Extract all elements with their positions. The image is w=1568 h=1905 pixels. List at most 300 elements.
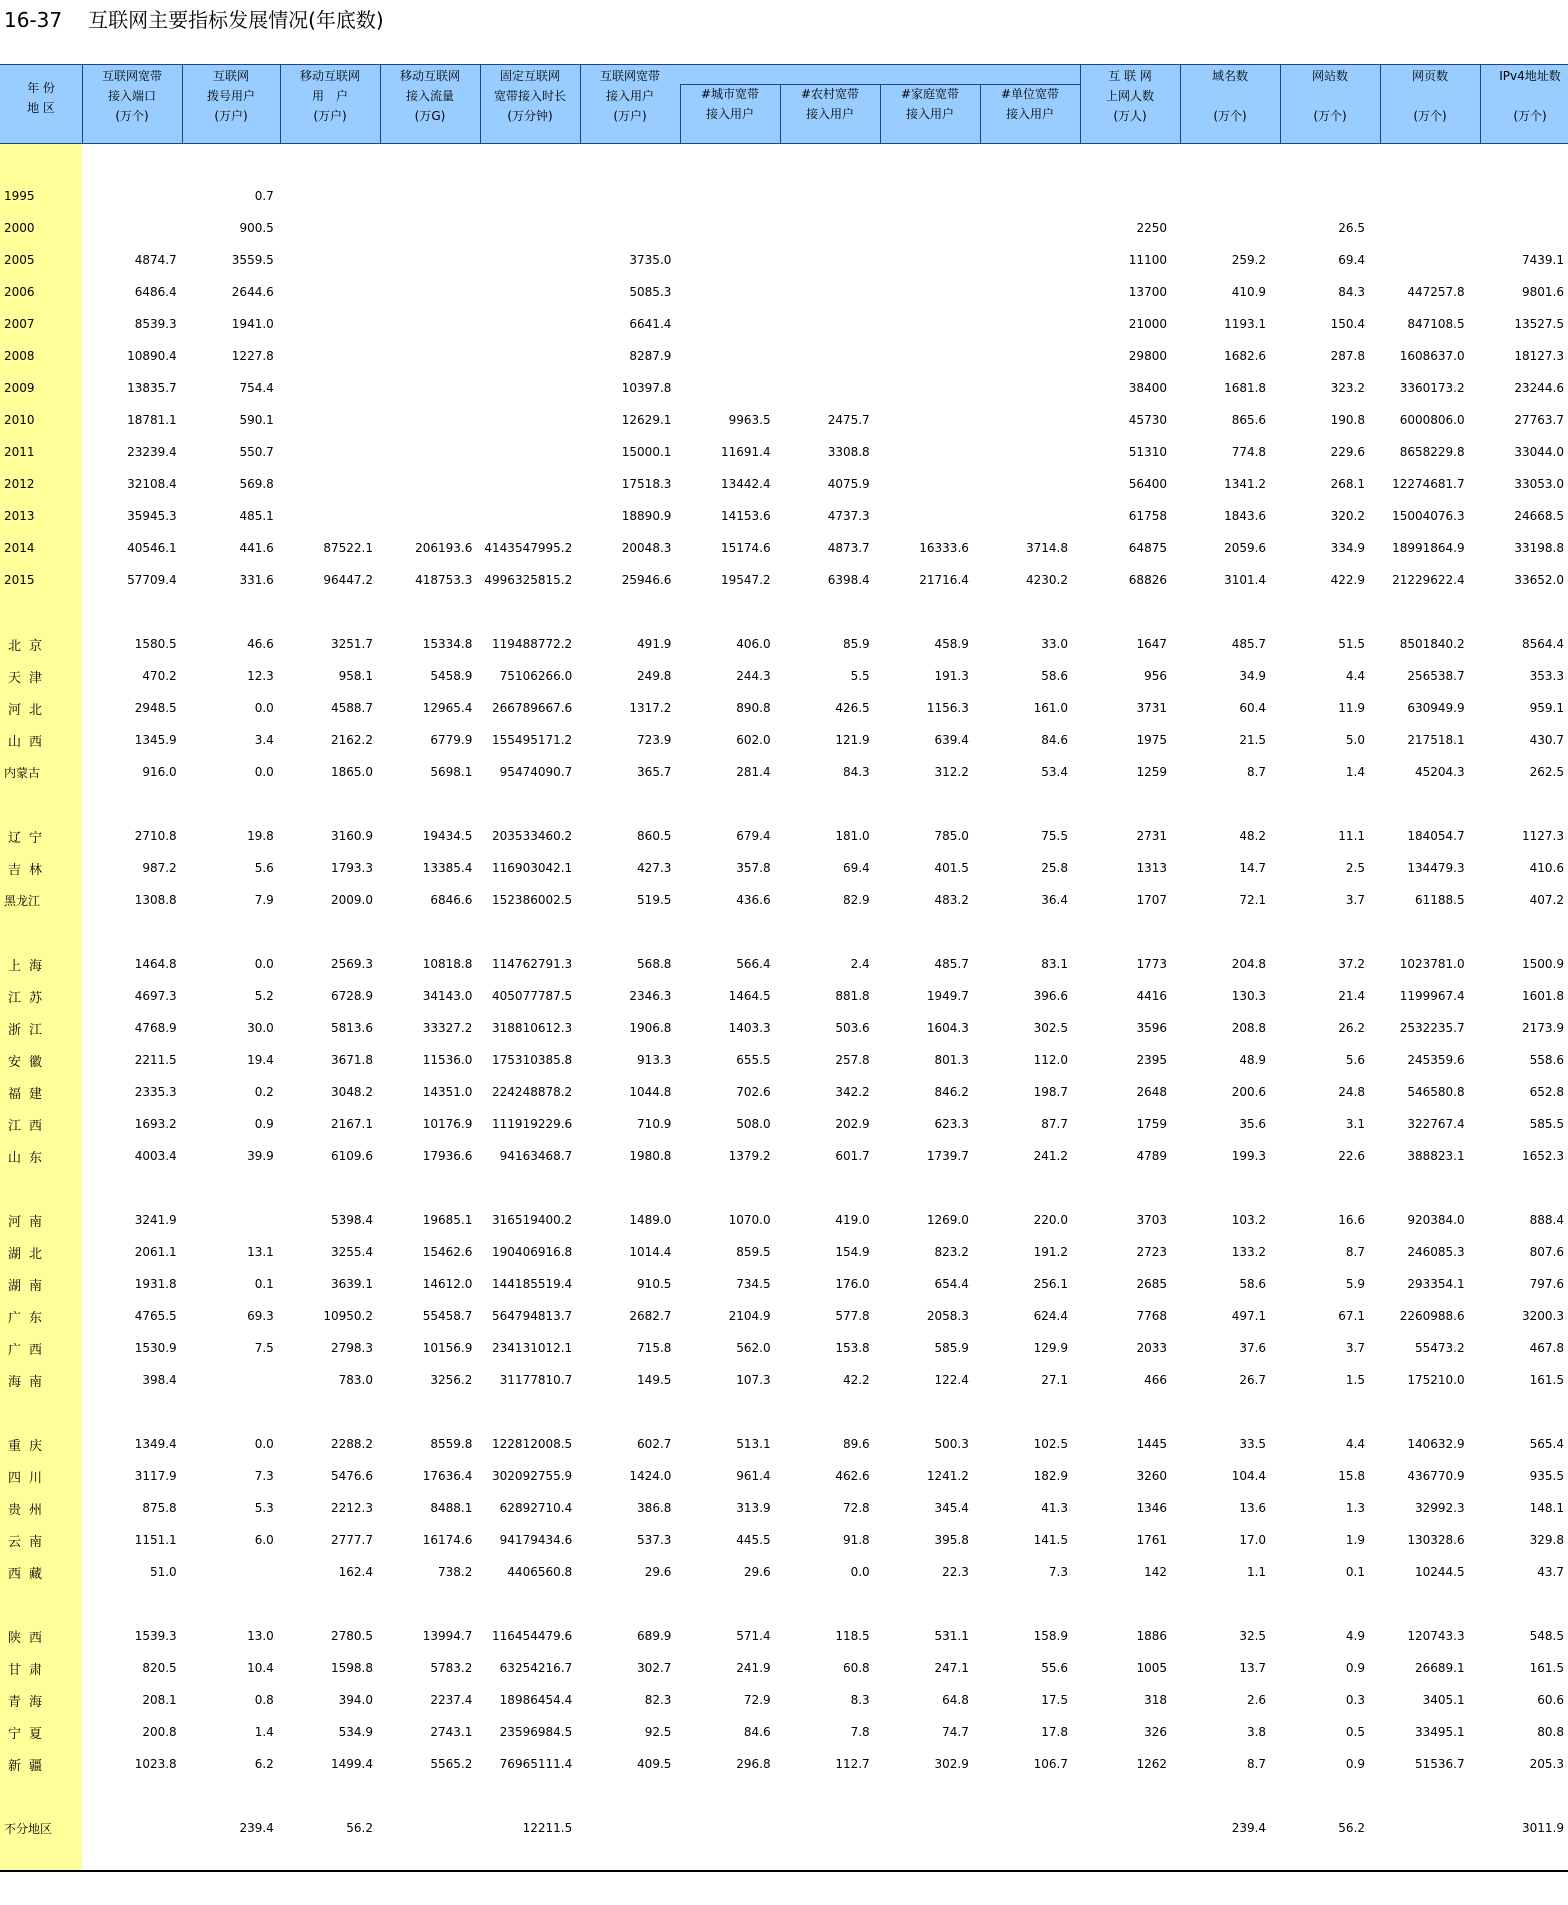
table-cell: 3731 xyxy=(1136,701,1167,715)
header-column: #家庭宽带 接入用户 xyxy=(900,87,960,121)
table-cell: 4143547995.2 xyxy=(484,541,573,555)
table-cell: 4003.4 xyxy=(134,1149,177,1163)
table-row xyxy=(0,1140,1568,1172)
table-cell: 3.8 xyxy=(1246,1725,1267,1739)
table-cell: 318810612.3 xyxy=(492,1021,573,1035)
table-cell: 33198.8 xyxy=(1514,541,1564,555)
row-label: 2008 xyxy=(4,349,35,363)
table-cell: 33327.2 xyxy=(422,1021,473,1035)
table-cell: 3559.5 xyxy=(231,253,274,267)
table-cell: 406.0 xyxy=(736,637,771,651)
table-cell: 96447.2 xyxy=(323,573,373,587)
table-cell: 87522.1 xyxy=(323,541,373,555)
table-cell: 2009.0 xyxy=(331,893,373,907)
table-title-text: 互联网主要指标发展情况(年底数) xyxy=(88,8,384,32)
table-cell: 1530.9 xyxy=(134,1341,177,1355)
table-cell: 859.5 xyxy=(736,1245,771,1259)
table-cell: 161.0 xyxy=(1033,701,1068,715)
table-cell: 723.9 xyxy=(637,733,672,747)
table-cell: 1269.0 xyxy=(926,1213,969,1227)
table-cell: 61758 xyxy=(1128,509,1167,523)
table-cell: 17636.4 xyxy=(422,1469,473,1483)
table-cell: 13.1 xyxy=(247,1245,274,1259)
table-cell: 334.9 xyxy=(1330,541,1366,555)
table-cell: 485.1 xyxy=(239,509,274,523)
table-cell: 120743.3 xyxy=(1407,1629,1465,1643)
table-cell: 0.1 xyxy=(254,1277,274,1291)
table-cell: 56400 xyxy=(1128,477,1167,491)
table-cell: 1005 xyxy=(1136,1661,1167,1675)
table-cell: 144185519.4 xyxy=(492,1277,573,1291)
table-cell: 916.0 xyxy=(142,765,177,779)
table-cell: 3117.9 xyxy=(134,1469,177,1483)
table-cell: 133.2 xyxy=(1231,1245,1267,1259)
row-label: 广东 xyxy=(8,1310,51,1326)
table-cell: 503.6 xyxy=(835,1021,870,1035)
table-cell: 2685 xyxy=(1136,1277,1167,1291)
table-cell: 51.5 xyxy=(1338,637,1366,651)
table-cell: 296.8 xyxy=(736,1757,771,1771)
table-cell xyxy=(675,180,774,212)
table-cell: 55473.2 xyxy=(1414,1341,1465,1355)
table-cell xyxy=(1072,180,1171,212)
table-cell: 57709.4 xyxy=(127,573,177,587)
table-cell: 224248878.2 xyxy=(492,1085,573,1099)
row-label: 河北 xyxy=(8,702,51,718)
table-cell: 75.5 xyxy=(1041,829,1068,843)
table-cell: 12965.4 xyxy=(422,701,473,715)
table-cell xyxy=(377,276,476,308)
table-cell: 21000 xyxy=(1128,317,1167,331)
table-cell: 564794813.7 xyxy=(492,1309,573,1323)
table-cell: 602.0 xyxy=(736,733,771,747)
table-cell: 107.3 xyxy=(736,1373,771,1387)
table-cell: 249.8 xyxy=(637,669,672,683)
table-cell xyxy=(181,1556,278,1588)
table-cell: 7.3 xyxy=(1048,1565,1068,1579)
header-column: #城市宽带 接入用户 xyxy=(700,87,760,121)
table-cell xyxy=(476,180,576,212)
table-cell xyxy=(675,276,774,308)
table-cell: 6486.4 xyxy=(134,285,177,299)
table-cell: 29800 xyxy=(1128,349,1167,363)
table-cell: 302.5 xyxy=(1033,1021,1068,1035)
table-cell xyxy=(973,180,1072,212)
table-cell xyxy=(576,180,675,212)
table-cell: 738.2 xyxy=(437,1565,473,1579)
table-cell: 42.2 xyxy=(842,1373,870,1387)
table-cell: 33.5 xyxy=(1239,1437,1267,1451)
table-cell: 3200.3 xyxy=(1522,1309,1564,1323)
table-cell: 508.0 xyxy=(736,1117,771,1131)
table-cell xyxy=(476,340,576,372)
row-label: 2007 xyxy=(4,317,35,331)
table-cell: 0.1 xyxy=(1345,1565,1366,1579)
table-cell: 10950.2 xyxy=(323,1309,373,1323)
row-label: 浙江 xyxy=(8,1022,51,1038)
table-cell: 51310 xyxy=(1128,445,1167,459)
table-cell: 566.4 xyxy=(736,957,771,971)
row-label: 宁夏 xyxy=(8,1726,51,1742)
table-cell: 94163468.7 xyxy=(499,1149,573,1163)
table-cell: 84.3 xyxy=(1338,285,1366,299)
table-cell xyxy=(377,340,476,372)
table-cell xyxy=(278,436,377,468)
table-cell xyxy=(181,1204,278,1236)
table-row xyxy=(0,852,1568,884)
table-cell: 329.8 xyxy=(1529,1533,1564,1547)
table-row xyxy=(0,1236,1568,1268)
table-cell: 22.3 xyxy=(942,1565,969,1579)
table-cell: 4765.5 xyxy=(134,1309,177,1323)
table-cell: 4.4 xyxy=(1345,1437,1366,1451)
table-cell: 558.6 xyxy=(1529,1053,1564,1067)
table-cell: 2033 xyxy=(1136,1341,1167,1355)
table-cell: 152386002.5 xyxy=(492,893,573,907)
row-label: 2014 xyxy=(4,541,35,555)
table-cell: 204.8 xyxy=(1231,957,1267,971)
header-border xyxy=(0,143,1568,144)
table-cell: 11691.4 xyxy=(720,445,771,459)
table-row xyxy=(0,1684,1568,1716)
table-cell: 11.9 xyxy=(1338,701,1366,715)
table-cell: 8501840.2 xyxy=(1399,637,1465,651)
table-cell: 208.8 xyxy=(1231,1021,1267,1035)
table-cell xyxy=(1270,180,1369,212)
table-cell: 320.2 xyxy=(1330,509,1366,523)
table-cell: 176.0 xyxy=(835,1277,870,1291)
table-cell: 103.2 xyxy=(1231,1213,1267,1227)
table-cell xyxy=(874,308,973,340)
table-cell: 6000806.0 xyxy=(1399,413,1465,427)
header-column: 移动互联网 用 户 (万户) xyxy=(299,69,360,123)
table-cell xyxy=(278,340,377,372)
table-cell: 4588.7 xyxy=(331,701,373,715)
table-cell: 1044.8 xyxy=(629,1085,672,1099)
table-cell: 4.9 xyxy=(1345,1629,1366,1643)
table-cell: 679.4 xyxy=(736,829,771,843)
table-cell: 1.5 xyxy=(1345,1373,1366,1387)
table-cell: 10.4 xyxy=(247,1661,274,1675)
table-cell: 118.5 xyxy=(835,1629,870,1643)
table-cell: 11536.0 xyxy=(422,1053,473,1067)
table-cell: 1843.6 xyxy=(1224,509,1267,523)
table-cell: 241.9 xyxy=(736,1661,771,1675)
table-row xyxy=(0,244,1568,276)
table-cell: 1580.5 xyxy=(134,637,177,651)
table-cell: 102.5 xyxy=(1033,1437,1068,1451)
row-label: 天津 xyxy=(8,670,51,686)
table-cell: 55.6 xyxy=(1041,1661,1068,1675)
spacer-cell xyxy=(0,1588,1568,1620)
table-cell xyxy=(973,244,1072,276)
table-row-spacer xyxy=(0,1172,1568,1204)
table-cell xyxy=(973,340,1072,372)
table-cell xyxy=(476,468,576,500)
table-cell: 3308.8 xyxy=(827,445,870,459)
table-cell: 398.4 xyxy=(142,1373,177,1387)
table-cell: 537.3 xyxy=(637,1533,672,1547)
header-column: 移动互联网 接入流量 (万G) xyxy=(399,69,460,123)
table-cell: 754.4 xyxy=(239,381,274,395)
table-cell: 29.6 xyxy=(644,1565,672,1579)
table-cell: 15000.1 xyxy=(621,445,672,459)
table-cell: 959.1 xyxy=(1529,701,1564,715)
table-row xyxy=(0,820,1568,852)
table-cell: 26.2 xyxy=(1338,1021,1366,1035)
table-cell: 568.8 xyxy=(637,957,672,971)
table-cell xyxy=(1369,180,1469,212)
table-cell: 3639.1 xyxy=(331,1277,373,1291)
table-cell: 30.0 xyxy=(247,1021,274,1035)
table-cell: 1793.3 xyxy=(331,861,373,875)
table-cell: 2.4 xyxy=(850,957,870,971)
table-cell: 0.9 xyxy=(1345,1661,1366,1675)
table-cell: 0.0 xyxy=(850,1565,870,1579)
table-row xyxy=(0,1204,1568,1236)
table-cell: 513.1 xyxy=(736,1437,771,1451)
table-cell: 84.3 xyxy=(842,765,870,779)
table-cell: 2777.7 xyxy=(331,1533,373,1547)
table-cell xyxy=(775,276,874,308)
header-column: 域名数 (万个) xyxy=(1211,69,1248,123)
table-row xyxy=(0,1044,1568,1076)
header-divider xyxy=(182,64,183,144)
table-cell: 783.0 xyxy=(338,1373,373,1387)
header-row-label: 年 份 地 区 xyxy=(27,81,55,115)
table-cell: 87.7 xyxy=(1041,1117,1068,1131)
table-cell xyxy=(874,372,973,404)
table-row xyxy=(0,276,1568,308)
table-cell xyxy=(181,1364,278,1396)
table-cell: 23239.4 xyxy=(127,445,177,459)
table-cell: 418753.3 xyxy=(415,573,473,587)
table-cell: 2162.2 xyxy=(331,733,373,747)
table-cell: 602.7 xyxy=(637,1437,672,1451)
table-cell: 12274681.7 xyxy=(1392,477,1465,491)
table-row xyxy=(0,404,1568,436)
row-label: 贵州 xyxy=(8,1502,51,1518)
table-cell: 326 xyxy=(1144,1725,1167,1739)
table-cell: 1227.8 xyxy=(231,349,274,363)
table-cell: 624.4 xyxy=(1033,1309,1068,1323)
table-cell: 48.9 xyxy=(1239,1053,1267,1067)
header-column: 互联网 拨号用户 (万户) xyxy=(206,69,255,123)
table-cell: 5085.3 xyxy=(629,285,672,299)
table-cell: 8564.4 xyxy=(1522,637,1564,651)
table-cell: 601.7 xyxy=(835,1149,870,1163)
table-cell xyxy=(476,372,576,404)
row-label: 广西 xyxy=(8,1342,51,1358)
table-cell: 200.6 xyxy=(1231,1085,1267,1099)
table-cell: 36.4 xyxy=(1041,893,1068,907)
table-cell: 470.2 xyxy=(142,669,177,683)
table-cell: 0.5 xyxy=(1345,1725,1366,1739)
table-cell: 5.3 xyxy=(254,1501,274,1515)
table-cell: 585.9 xyxy=(934,1341,969,1355)
table-cell: 175310385.8 xyxy=(492,1053,573,1067)
table-cell: 4075.9 xyxy=(827,477,870,491)
table-cell: 25946.6 xyxy=(621,573,672,587)
table-cell: 48.2 xyxy=(1239,829,1267,843)
table-cell: 1424.0 xyxy=(629,1469,672,1483)
table-cell: 208.1 xyxy=(142,1693,177,1707)
table-header xyxy=(0,64,1568,144)
table-cell: 5.9 xyxy=(1345,1277,1366,1291)
table-cell: 419.0 xyxy=(835,1213,870,1227)
table-cell: 2335.3 xyxy=(134,1085,177,1099)
table-cell: 2237.4 xyxy=(430,1693,473,1707)
table-cell: 190406916.8 xyxy=(492,1245,573,1259)
table-row xyxy=(0,1524,1568,1556)
table-cell: 287.8 xyxy=(1330,349,1366,363)
row-label: 西藏 xyxy=(8,1566,51,1582)
table-row xyxy=(0,1620,1568,1652)
table-cell: 27763.7 xyxy=(1514,413,1564,427)
table-cell: 5398.4 xyxy=(331,1213,373,1227)
table-cell: 122812008.5 xyxy=(492,1437,573,1451)
table-cell: 462.6 xyxy=(835,1469,870,1483)
table-cell: 1707 xyxy=(1136,893,1167,907)
table-cell: 206193.6 xyxy=(415,541,473,555)
table-cell: 2948.5 xyxy=(134,701,177,715)
table-cell xyxy=(973,308,1072,340)
table-cell: 3714.8 xyxy=(1025,541,1068,555)
table-row-spacer xyxy=(0,1396,1568,1428)
table-cell: 13442.4 xyxy=(720,477,771,491)
table-cell: 244.3 xyxy=(736,669,771,683)
table-cell: 182.9 xyxy=(1033,1469,1068,1483)
table-cell: 19547.2 xyxy=(720,573,771,587)
table-cell xyxy=(377,372,476,404)
table-cell: 19.8 xyxy=(247,829,274,843)
table-cell: 45730 xyxy=(1128,413,1167,427)
table-cell: 158.9 xyxy=(1033,1629,1068,1643)
table-cell: 82.9 xyxy=(842,893,870,907)
table-cell: 5.5 xyxy=(850,669,870,683)
table-cell xyxy=(278,244,377,276)
table-cell: 84.6 xyxy=(743,1725,771,1739)
table-cell: 76965111.4 xyxy=(499,1757,573,1771)
table-cell: 6779.9 xyxy=(430,733,473,747)
table-cell: 17.8 xyxy=(1041,1725,1068,1739)
table-cell: 0.0 xyxy=(254,957,274,971)
table-cell: 913.3 xyxy=(637,1053,672,1067)
table-cell: 16.6 xyxy=(1338,1213,1366,1227)
table-cell: 1500.9 xyxy=(1522,957,1564,971)
table-cell: 5565.2 xyxy=(430,1757,473,1771)
table-cell: 5813.6 xyxy=(331,1021,373,1035)
table-cell: 116903042.1 xyxy=(492,861,573,875)
table-cell: 7.5 xyxy=(254,1341,274,1355)
table-cell: 823.2 xyxy=(934,1245,969,1259)
table-cell: 5.6 xyxy=(1345,1053,1366,1067)
table-cell: 5783.2 xyxy=(430,1661,473,1675)
table-row-spacer xyxy=(0,916,1568,948)
table-cell xyxy=(377,436,476,468)
table-cell: 2532235.7 xyxy=(1399,1021,1465,1035)
table-row xyxy=(0,500,1568,532)
table-cell: 466 xyxy=(1144,1373,1167,1387)
table-cell xyxy=(1171,180,1270,212)
table-cell: 25.8 xyxy=(1041,861,1068,875)
table-cell: 45204.3 xyxy=(1414,765,1465,779)
table-cell: 15334.8 xyxy=(422,637,473,651)
table-cell: 80.8 xyxy=(1537,1725,1564,1739)
table-cell: 46.6 xyxy=(247,637,274,651)
table-cell: 1886 xyxy=(1136,1629,1167,1643)
table-cell: 10244.5 xyxy=(1414,1565,1465,1579)
table-cell: 262.5 xyxy=(1529,765,1564,779)
table-cell: 29.6 xyxy=(743,1565,771,1579)
table-bottom-rule xyxy=(0,1870,1568,1872)
table-cell: 229.6 xyxy=(1330,445,1366,459)
table-row xyxy=(0,468,1568,500)
table-cell: 1023.8 xyxy=(134,1757,177,1771)
table-cell: 55458.7 xyxy=(422,1309,473,1323)
table-cell: 11100 xyxy=(1128,253,1167,267)
table-cell: 200.8 xyxy=(142,1725,177,1739)
table-cell: 467.8 xyxy=(1529,1341,1564,1355)
table-cell: 1403.3 xyxy=(728,1021,771,1035)
table-cell xyxy=(1072,1812,1171,1844)
table-row xyxy=(0,1652,1568,1684)
table-cell: 64.8 xyxy=(942,1693,969,1707)
table-cell: 846.2 xyxy=(934,1085,969,1099)
table-cell: 1445 xyxy=(1136,1437,1167,1451)
table-cell: 436770.9 xyxy=(1407,1469,1465,1483)
table-cell xyxy=(476,244,576,276)
table-row xyxy=(0,724,1568,756)
table-cell: 1023781.0 xyxy=(1399,957,1465,971)
table-cell: 15.8 xyxy=(1338,1469,1366,1483)
row-label: 四川 xyxy=(8,1470,51,1486)
table-cell: 8488.1 xyxy=(430,1501,473,1515)
header-border xyxy=(0,64,1568,65)
table-cell: 422.9 xyxy=(1330,573,1366,587)
table-cell: 56.2 xyxy=(346,1821,373,1835)
table-cell: 2260988.6 xyxy=(1399,1309,1465,1323)
table-cell: 550.7 xyxy=(239,445,274,459)
table-cell: 92.5 xyxy=(644,1725,672,1739)
table-cell xyxy=(973,500,1072,532)
table-cell xyxy=(675,340,774,372)
table-cell: 0.7 xyxy=(254,189,274,203)
table-cell: 2731 xyxy=(1136,829,1167,843)
table-cell: 32108.4 xyxy=(127,477,177,491)
table-cell: 23244.6 xyxy=(1514,381,1564,395)
table-cell: 531.1 xyxy=(934,1629,969,1643)
row-label: 1995 xyxy=(4,189,35,203)
table-cell: 1759 xyxy=(1136,1117,1167,1131)
table-cell: 5.0 xyxy=(1345,733,1366,747)
table-cell: 21716.4 xyxy=(919,573,969,587)
table-cell: 881.8 xyxy=(835,989,870,1003)
table-cell: 313.9 xyxy=(736,1501,771,1515)
table-cell: 935.5 xyxy=(1529,1469,1564,1483)
row-label: 2015 xyxy=(4,573,35,587)
table-cell: 60.8 xyxy=(842,1661,870,1675)
table-cell: 353.3 xyxy=(1529,669,1564,683)
table-cell: 26.7 xyxy=(1239,1373,1267,1387)
table-cell: 3101.4 xyxy=(1224,573,1267,587)
table-cell xyxy=(874,468,973,500)
table-cell: 302.7 xyxy=(637,1661,672,1675)
table-cell: 13835.7 xyxy=(127,381,177,395)
table-cell: 0.3 xyxy=(1345,1693,1366,1707)
table-cell: 11.1 xyxy=(1338,829,1366,843)
table-cell: 1193.1 xyxy=(1224,317,1267,331)
